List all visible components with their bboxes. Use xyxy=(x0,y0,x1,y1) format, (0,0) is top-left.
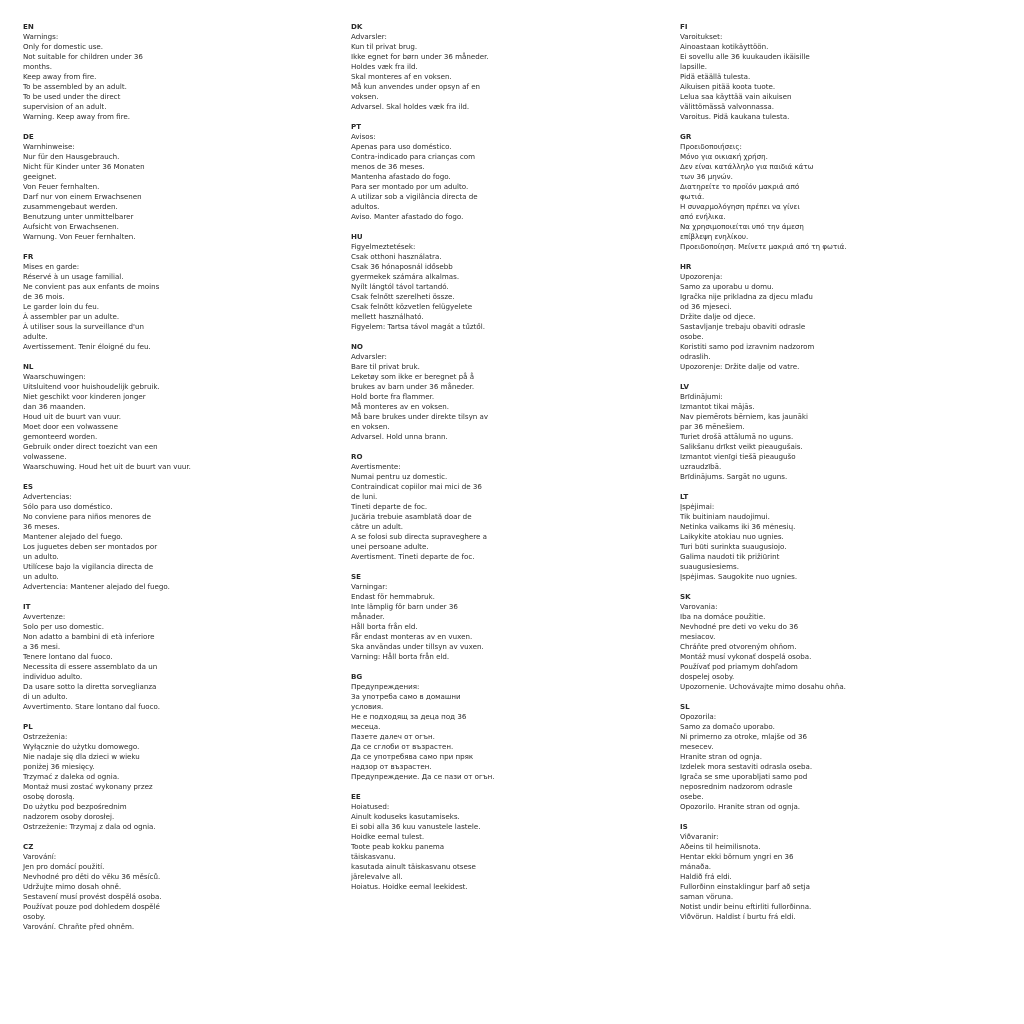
warning-line: Leketøy som ikke er beregnet på å xyxy=(351,372,475,381)
warning-line: Keep away from fire. xyxy=(23,72,97,81)
warning-line: Διατηρείτε το προϊόν μακριά από xyxy=(680,182,800,191)
warning-line: Do użytku pod bezpośrednim xyxy=(23,802,127,811)
warning-line: Salikšanu drīkst veikt pieaugušais. xyxy=(680,442,803,451)
warning-line: Aufsicht von Erwachsenen. xyxy=(23,222,119,231)
warning-line: Hold borte fra flammer. xyxy=(351,392,435,401)
warning-block-de xyxy=(23,132,323,242)
warning-line: Da usare sotto la diretta sorveglianza xyxy=(23,682,157,691)
language-code: PL xyxy=(23,722,33,731)
warning-line: Предупреждение. Да се пази от огън. xyxy=(351,772,495,781)
warning-block-bg xyxy=(351,672,651,782)
warning-block-sk xyxy=(680,592,980,692)
warning-line: zusammengebaut werden. xyxy=(23,202,118,211)
warning-line: uzraudzībā. xyxy=(680,462,722,471)
warning-line: 36 meses. xyxy=(23,522,60,531)
warning-line: Wyłącznie do użytku domowego. xyxy=(23,742,140,751)
warnings-heading: Avertismente: xyxy=(351,462,401,471)
warning-line: επίβλεψη ενηλίκου. xyxy=(680,232,749,241)
warning-line: neposrednim nadzorom odrasle xyxy=(680,782,793,791)
warning-block-hu xyxy=(351,232,651,332)
warning-line: Opozorilo. Hranite stran od ognja. xyxy=(680,802,801,811)
warning-line: Jucăria trebuie asamblată doar de xyxy=(351,512,472,521)
warning-line: Tik buitiniam naudojimui. xyxy=(680,512,770,521)
language-code: NL xyxy=(23,362,34,371)
warning-line: Holdes væk fra ild. xyxy=(351,62,418,71)
warning-line: osobe. xyxy=(680,332,704,341)
warning-line: Ni primerno za otroke, mlajše od 36 xyxy=(680,732,807,741)
warning-line: Galima naudoti tik prižiūrint xyxy=(680,552,780,561)
warning-line: Προειδοποίηση. Μείνετε μακριά από τη φωτιά. xyxy=(680,242,847,251)
warning-line: Varning: Håll borta från eld. xyxy=(351,652,450,661)
warning-block-ee xyxy=(351,792,651,892)
warning-block-sl xyxy=(680,702,980,812)
language-code: NO xyxy=(351,342,363,351)
warning-line: Trzymać z daleka od ognia. xyxy=(23,772,120,781)
language-code: PT xyxy=(351,122,362,131)
warning-line: Aðeins til heimilisnota. xyxy=(680,842,761,851)
warning-line: months. xyxy=(23,62,52,71)
warning-line: Μόνο για οικιακή χρήση. xyxy=(680,152,768,161)
warning-line: Viðvörun. Haldist í burtu frá eldi. xyxy=(680,912,796,921)
warning-line: Да се сглоби от възрастен. xyxy=(351,742,454,751)
language-code: ES xyxy=(23,482,33,491)
warning-line: a 36 mesi. xyxy=(23,642,61,651)
warnings-heading: Ostrzeżenia: xyxy=(23,732,68,741)
warning-line: Avertisment. Tineti departe de foc. xyxy=(351,552,475,561)
warning-line: Udržujte mimo dosah ohně. xyxy=(23,882,122,891)
warning-line: suaugusiesiems. xyxy=(680,562,739,571)
warning-line: osobę dorosłą. xyxy=(23,792,75,801)
warning-line: Hoiatus. Hoidke eemal leekidest. xyxy=(351,882,468,891)
language-code: SK xyxy=(680,592,691,601)
warning-line: Izmantot vienīgi tiešā pieaugušo xyxy=(680,452,796,461)
warning-line: Nevhodné pre deti vo veku do 36 xyxy=(680,622,799,631)
warning-line: Montáž musí vykonať dospelá osoba. xyxy=(680,652,812,661)
warning-line: Montaż musi zostać wykonany przez xyxy=(23,782,153,791)
warning-line: välittömässä valvonnassa. xyxy=(680,102,775,111)
warning-line: Not suitable for children under 36 xyxy=(23,52,143,61)
warning-line: Nur für den Hausgebrauch. xyxy=(23,152,120,161)
warning-line: Mantener alejado del fuego. xyxy=(23,532,123,541)
warning-line: Sólo para uso doméstico. xyxy=(23,502,113,511)
warning-line: volwassene. xyxy=(23,452,67,461)
warning-line: των 36 μηνών. xyxy=(680,172,733,181)
warning-block-gr xyxy=(680,132,980,252)
warning-block-fi xyxy=(680,22,980,122)
language-code: IT xyxy=(23,602,31,611)
language-code: RO xyxy=(351,452,363,461)
warning-line: en voksen. xyxy=(351,422,390,431)
language-code: DK xyxy=(351,22,363,31)
warning-line: månader. xyxy=(351,612,385,621)
warning-line: To be assembled by an adult. xyxy=(23,82,127,91)
warning-block-is xyxy=(680,822,980,922)
warning-line: Samo za uporabu u domu. xyxy=(680,282,774,291)
warnings-heading: Advertencias: xyxy=(23,492,72,501)
warning-line: Advarsel. Skal holdes væk fra ild. xyxy=(351,102,470,111)
warning-line: Får endast monteras av en vuxen. xyxy=(351,632,473,641)
warning-line: Para ser montado por um adulto. xyxy=(351,182,469,191)
warning-line: Ei sobi alla 36 kuu vanustele lastele. xyxy=(351,822,481,831)
warning-line: Solo per uso domestic. xyxy=(23,622,104,631)
warning-line: Necessita di essere assemblato da un xyxy=(23,662,158,671)
warning-line: Sastavljanje trebaju obaviti odrasle xyxy=(680,322,806,331)
warning-line: Advertencia: Mantener alejado del fuego. xyxy=(23,582,170,591)
warning-line: un adulto. xyxy=(23,552,59,561)
language-code: FR xyxy=(23,252,34,261)
warning-line: Warnung. Von Feuer fernhalten. xyxy=(23,232,136,241)
warning-line: Må kun anvendes under opsyn af en xyxy=(351,82,481,91)
warning-line: Notist undir beinu eftirliti fullorðinna. xyxy=(680,902,812,911)
warning-line: Endast för hemmabruk. xyxy=(351,592,435,601)
warning-line: täiskasvanu. xyxy=(351,852,396,861)
warning-line: Tineti departe de foc. xyxy=(351,502,428,511)
warnings-heading: Warnings: xyxy=(23,32,59,41)
warning-line: A utilizar sob a vigilância directa de xyxy=(351,192,478,201)
warning-line: Advarsel. Hold unna brann. xyxy=(351,432,448,441)
warnings-heading: Viðvaranir: xyxy=(680,832,719,841)
warning-line: Iba na domáce použitie. xyxy=(680,612,766,621)
warnings-heading: Warnhinweise: xyxy=(23,142,75,151)
warning-line: mesiacov. xyxy=(680,632,716,641)
warning-line: Ainoastaan kotikäyttöön. xyxy=(680,42,769,51)
warning-line: Må monteres av en voksen. xyxy=(351,402,450,411)
warning-line: nadzorem osoby dorosłej. xyxy=(23,812,115,821)
warning-line: de luni. xyxy=(351,492,378,501)
warning-line: Ikke egnet for børn under 36 måneder. xyxy=(351,52,489,61)
warning-line: Ei sovellu alle 36 kuukauden ikäisille xyxy=(680,52,810,61)
warning-line: Må bare brukes under direkte tilsyn av xyxy=(351,412,489,421)
warning-line: Figyelem: Tartsa távol magát a tűztől. xyxy=(351,322,485,331)
warning-line: Utilícese bajo la vigilancia directa de xyxy=(23,562,154,571)
warning-line: Los juguetes deben ser montados por xyxy=(23,542,158,551)
warning-line: Nyílt lángtól távol tartandó. xyxy=(351,282,449,291)
warnings-heading: Upozorenja: xyxy=(680,272,723,281)
warning-line: Nevhodné pro děti do věku 36 měsíců. xyxy=(23,872,161,881)
warning-block-pl xyxy=(23,722,323,832)
warning-line: dan 36 maanden. xyxy=(23,402,86,411)
warning-block-lt xyxy=(680,492,980,582)
warning-block-nl xyxy=(23,362,323,472)
warnings-heading: Предупреждения: xyxy=(351,682,420,691)
warning-line: osoby. xyxy=(23,912,46,921)
warnings-heading: Hoiatused: xyxy=(351,802,390,811)
warning-line: Kun til privat brug. xyxy=(351,42,418,51)
language-code: EE xyxy=(351,792,361,801)
warning-line: mánaða. xyxy=(680,862,712,871)
warning-line: Používať pod priamym dohľadom xyxy=(680,662,798,671)
warning-line: Jen pro domácí použití. xyxy=(23,862,105,871)
warning-line: kasutada ainult täiskasvanu otsese xyxy=(351,862,476,871)
warning-line: Laikykite atokiau nuo ugnies. xyxy=(680,532,784,541)
warning-line: από ενήλικα. xyxy=(680,212,726,221)
warning-line: gemonteerd worden. xyxy=(23,432,98,441)
warning-line: Réservé à un usage familial. xyxy=(23,272,124,281)
warning-line: dospelej osoby. xyxy=(680,672,735,681)
warning-line: Koristiti samo pod izravnim nadzorom xyxy=(680,342,815,351)
warnings-heading: Mises en garde: xyxy=(23,262,80,271)
warning-line: Samo za domačo uporabo. xyxy=(680,722,775,731)
warnings-heading: Įspėjimai: xyxy=(680,502,715,511)
language-code: LT xyxy=(680,492,689,501)
warning-line: Upozorenje: Držite dalje od vatre. xyxy=(680,362,800,371)
warnings-heading: Varovania: xyxy=(680,602,718,611)
warnings-heading: Waarschuwingen: xyxy=(23,372,86,381)
warning-line: Toote peab kokku panema xyxy=(351,842,445,851)
warning-block-lv xyxy=(680,382,980,482)
warning-line: Moet door een volwassene xyxy=(23,422,118,431)
warning-line: Contraindicat copiilor mai mici de 36 xyxy=(351,482,482,491)
warning-line: Turi būti surinkta suaugusiojo. xyxy=(680,542,787,551)
warnings-heading: Varoitukset: xyxy=(680,32,723,41)
warning-line: mellett használható. xyxy=(351,312,424,321)
warning-block-en xyxy=(23,22,323,122)
warning-line: Držite dalje od djece. xyxy=(680,312,756,321)
warning-line: od 36 mjeseci. xyxy=(680,302,732,311)
warning-line: supervision of an adult. xyxy=(23,102,107,111)
warning-line: Numai pentru uz domestic. xyxy=(351,472,448,481)
warning-block-ro xyxy=(351,452,651,562)
warning-line: Да се употребява само при пряк xyxy=(351,752,474,761)
warning-line: Only for domestic use. xyxy=(23,42,104,51)
language-code: HU xyxy=(351,232,363,241)
warning-line: φωτιά. xyxy=(680,192,705,201)
warning-line: Håll borta från eld. xyxy=(351,622,418,631)
language-code: FI xyxy=(680,22,688,31)
warning-line: надзор от възрастен. xyxy=(351,762,432,771)
warning-line: месеца. xyxy=(351,722,381,731)
warning-line: osebe. xyxy=(680,792,704,801)
language-code: DE xyxy=(23,132,34,141)
warning-line: odraslih. xyxy=(680,352,711,361)
warning-line: Csak otthoni használatra. xyxy=(351,252,442,261)
warning-line: Uitsluitend voor huishoudelijk gebruik. xyxy=(23,382,160,391)
warning-line: adulte. xyxy=(23,332,48,341)
warning-line: Hentar ekki börnum yngri en 36 xyxy=(680,852,794,861)
warning-line: Inte lämplig för barn under 36 xyxy=(351,602,458,611)
warning-line: către un adult. xyxy=(351,522,404,531)
warnings-heading: Varningar: xyxy=(351,582,388,591)
warning-line: За употреба само в домашни xyxy=(351,692,461,701)
warning-line: Ska användas under tillsyn av vuxen. xyxy=(351,642,484,651)
warning-line: Niet geschikt voor kinderen jonger xyxy=(23,392,146,401)
warning-line: Ainult koduseks kasutamiseks. xyxy=(351,812,460,821)
warning-line: Csak felnőtt szerelheti össze. xyxy=(351,292,455,301)
column-right xyxy=(680,22,980,932)
warning-line: Nav piemērots bērniem, kas jaunāki xyxy=(680,412,808,421)
warning-line: Waarschuwing. Houd het uit de buurt van vuur. xyxy=(23,462,191,471)
language-code: GR xyxy=(680,132,692,141)
warning-line: Haldið frá eldi. xyxy=(680,872,732,881)
warning-line: adultos. xyxy=(351,202,380,211)
warning-line: Von Feuer fernhalten. xyxy=(23,182,100,191)
warning-line: Chráňte pred otvoreným ohňom. xyxy=(680,642,797,651)
warning-line: Skal monteres af en voksen. xyxy=(351,72,452,81)
warning-line: Įspėjimas. Saugokite nuo ugnies. xyxy=(680,572,798,581)
warning-line: Pidä etäällä tulesta. xyxy=(680,72,751,81)
warning-line: To be used under the direct xyxy=(23,92,121,101)
warning-line: Aikuisen pitää koota tuote. xyxy=(680,82,776,91)
warnings-heading: Προειδοποιήσεις: xyxy=(680,142,742,151)
warning-line: Igračka nije prikladna za djecu mlađu xyxy=(680,292,813,301)
warning-line: Η συναρμολόγηση πρέπει να γίνει xyxy=(680,202,800,211)
warning-line: Не е подходящ за деца под 36 xyxy=(351,712,467,721)
warning-line: lapsille. xyxy=(680,62,708,71)
warnings-heading: Varování: xyxy=(23,852,57,861)
warning-line: Brīdinājums. Sargāt no uguns. xyxy=(680,472,788,481)
language-code: SL xyxy=(680,702,690,711)
warning-line: mesecev. xyxy=(680,742,714,751)
warnings-heading: Brīdinājumi: xyxy=(680,392,723,401)
warnings-heading: Avvertenze: xyxy=(23,612,66,621)
warning-line: Nie nadaje się dla dzieci w wieku xyxy=(23,752,140,761)
warning-block-no xyxy=(351,342,651,442)
warning-line: Tenere lontano dal fuoco. xyxy=(23,652,113,661)
warning-line: poniżej 36 miesięcy. xyxy=(23,762,95,771)
warning-line: Contra-indicado para crianças com xyxy=(351,152,476,161)
warning-block-pt xyxy=(351,122,651,222)
warning-line: saman vöruna. xyxy=(680,892,734,901)
warnings-heading: Avisos: xyxy=(351,132,376,141)
warning-block-es xyxy=(23,482,323,592)
warning-line: di un adulto. xyxy=(23,692,68,701)
warning-block-cz xyxy=(23,842,323,932)
warning-line: Houd uit de buurt van vuur. xyxy=(23,412,122,421)
warning-line: gyermekek számára alkalmas. xyxy=(351,272,460,281)
warning-line: Csak 36 hónaposnál idősebb xyxy=(351,262,453,271)
warning-line: brukes av barn under 36 måneder. xyxy=(351,382,475,391)
warning-block-hr xyxy=(680,262,980,372)
warning-line: Пазете далеч от огън. xyxy=(351,732,435,741)
warning-line: Benutzung unter unmittelbarer xyxy=(23,212,134,221)
warning-line: par 36 mēnešiem. xyxy=(680,422,745,431)
language-code: CZ xyxy=(23,842,34,851)
warning-line: Hoidke eemal tulest. xyxy=(351,832,425,841)
warning-line: Να χρησιμοποιείται υπό την άμεση xyxy=(680,222,804,231)
language-code: SE xyxy=(351,572,361,581)
warning-line: Δεν είναι κατάλληλο για παιδιά κάτω xyxy=(680,162,814,171)
warning-line: Gebruik onder direct toezicht van een xyxy=(23,442,158,451)
column-left xyxy=(23,22,323,942)
warning-line: Le garder loin du feu. xyxy=(23,302,100,311)
warning-line: Avvertimento. Stare lontano dal fuoco. xyxy=(23,702,160,711)
warning-line: Aviso. Manter afastado do fogo. xyxy=(351,212,464,221)
warning-block-fr xyxy=(23,252,323,352)
warning-line: Avertissement. Tenir éloigné du feu. xyxy=(23,342,151,351)
warning-block-se xyxy=(351,572,651,662)
warning-line: À assembler par un adulte. xyxy=(23,312,120,321)
warning-line: Izmantot tikai mājās. xyxy=(680,402,755,411)
language-code: BG xyxy=(351,672,363,681)
warning-line: individuo adulto. xyxy=(23,672,83,681)
warning-line: Igrača se sme uporabljati samo pod xyxy=(680,772,808,781)
warning-line: Varování. Chraňte před ohněm. xyxy=(23,922,135,931)
warning-line: À utiliser sous la surveillance d'un xyxy=(23,322,144,331)
warning-line: Sestavení musí provést dospělá osoba. xyxy=(23,892,162,901)
warning-line: Csak felnőtt közvetlen felügyelete xyxy=(351,302,473,311)
warning-line: unei persoane adulte. xyxy=(351,542,429,551)
warning-line: Warning. Keep away from fire. xyxy=(23,112,131,121)
warnings-heading: Advarsler: xyxy=(351,352,387,361)
warning-line: Turiet drošā attālumā no uguns. xyxy=(680,432,794,441)
warning-line: Upozornenie. Uchovávajte mimo dosahu ohňa. xyxy=(680,682,846,691)
column-middle xyxy=(351,22,651,902)
warning-line: un adulto. xyxy=(23,572,59,581)
warning-line: geeignet. xyxy=(23,172,57,181)
warning-line: Apenas para uso doméstico. xyxy=(351,142,452,151)
warning-line: Varoitus. Pidä kaukana tulesta. xyxy=(680,112,790,121)
language-code: IS xyxy=(680,822,688,831)
warning-line: Lelua saa käyttää vain aikuisen xyxy=(680,92,792,101)
warning-line: de 36 mois. xyxy=(23,292,65,301)
warning-line: Ne convient pas aux enfants de moins xyxy=(23,282,160,291)
warning-line: Nicht für Kinder unter 36 Monaten xyxy=(23,162,145,171)
language-code: HR xyxy=(680,262,692,271)
warning-line: Fullorðinn einstaklingur þarf að setja xyxy=(680,882,810,891)
warning-line: Mantenha afastado do fogo. xyxy=(351,172,451,181)
language-code: EN xyxy=(23,22,34,31)
warning-line: условия. xyxy=(351,702,384,711)
warning-line: Používat pouze pod dohledem dospělé xyxy=(23,902,160,911)
warning-line: No conviene para niños menores de xyxy=(23,512,151,521)
warning-line: A se folosi sub directa supraveghere a xyxy=(351,532,487,541)
warning-line: menos de 36 meses. xyxy=(351,162,425,171)
warning-block-it xyxy=(23,602,323,712)
warnings-heading: Figyelmeztetések: xyxy=(351,242,416,251)
warning-line: Bare til privat bruk. xyxy=(351,362,420,371)
warning-line: Non adatto a bambini di età inferiore xyxy=(23,632,155,641)
warning-line: Izdelek mora sestaviti odrasla oseba. xyxy=(680,762,813,771)
warning-line: järelevalve all. xyxy=(351,872,403,881)
warnings-heading: Advarsler: xyxy=(351,32,387,41)
warning-block-dk xyxy=(351,22,651,112)
warning-line: Darf nur von einem Erwachsenen xyxy=(23,192,142,201)
warning-line: Hranite stran od ognja. xyxy=(680,752,762,761)
warnings-heading: Opozorila: xyxy=(680,712,717,721)
warning-line: voksen. xyxy=(351,92,379,101)
warning-line: Netinka vaikams iki 36 mėnesių. xyxy=(680,522,796,531)
language-code: LV xyxy=(680,382,690,391)
warning-line: Ostrzeżenie: Trzymaj z dala od ognia. xyxy=(23,822,156,831)
